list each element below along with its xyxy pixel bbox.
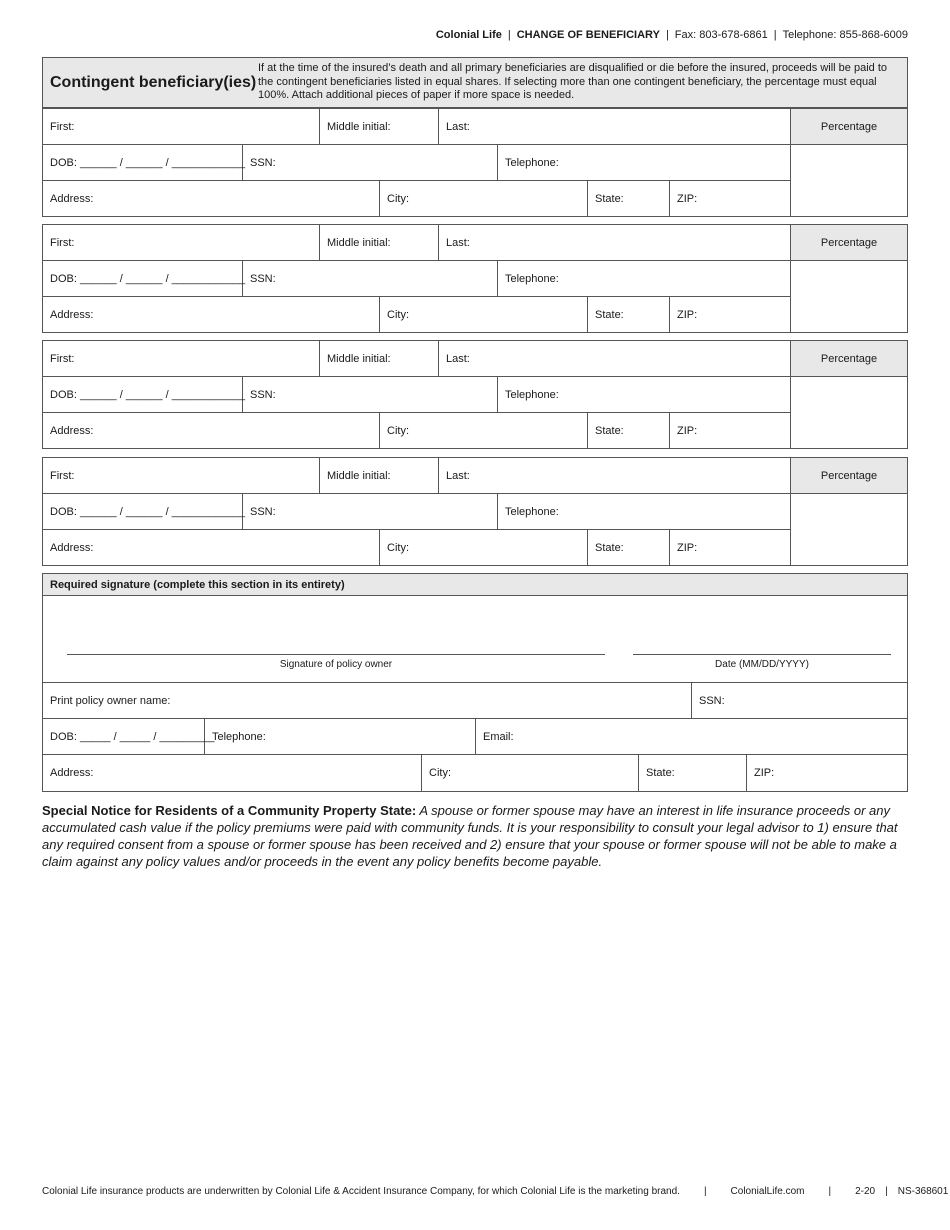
dob-field[interactable]: DOB: ______ / ______ / ____________ bbox=[43, 494, 243, 529]
percentage-label: Percentage bbox=[790, 225, 907, 261]
date-line[interactable] bbox=[633, 654, 891, 655]
last-name-field[interactable]: Last: bbox=[446, 469, 470, 482]
address-field[interactable]: Address: bbox=[43, 297, 380, 332]
dob-field[interactable]: DOB: ______ / ______ / ____________ bbox=[43, 145, 243, 180]
first-name-field[interactable]: First: bbox=[43, 109, 320, 144]
percentage-field[interactable] bbox=[790, 494, 907, 565]
first-name-field[interactable]: First: bbox=[43, 225, 320, 260]
first-name-field[interactable]: First: bbox=[43, 458, 320, 493]
ssn-field[interactable]: SSN: bbox=[243, 145, 498, 180]
owner-dob-field[interactable]: DOB: _____ / _____ / _________ bbox=[43, 719, 205, 754]
middle-initial-field[interactable]: Middle initial: bbox=[320, 109, 439, 144]
signature-section bbox=[42, 573, 908, 792]
footer-form-number: NS-368601 bbox=[897, 1186, 949, 1197]
beneficiary-block bbox=[42, 108, 908, 217]
notice-body: A spouse or former spouse may have an interest in life insurance proceeds or any accumulated cash value if the policy premiums were paid with community funds. It is your responsibility to consult your legal advisor to 1) ensure that any required consent from a spouse or former spouse has been received and 2) ensure that your spouse or former spouse will not be able to make a claim against any policy values and/or proceeds in the event any policy benefits become payable. bbox=[42, 803, 898, 869]
last-name-field[interactable]: Last: bbox=[446, 352, 470, 365]
beneficiary-block bbox=[42, 340, 908, 449]
zip-field[interactable]: ZIP: bbox=[677, 424, 698, 437]
owner-address-row bbox=[43, 755, 907, 791]
telephone-number: Telephone: 855-868-6009 bbox=[782, 29, 908, 41]
dob-field[interactable]: DOB: ______ / ______ / ____________ bbox=[43, 261, 243, 296]
owner-telephone-field[interactable]: Telephone: bbox=[205, 719, 476, 754]
city-field[interactable]: City: bbox=[380, 530, 588, 565]
last-name-field[interactable]: Last: bbox=[446, 120, 470, 133]
signature-line[interactable] bbox=[67, 654, 605, 655]
address-field[interactable]: Address: bbox=[43, 413, 380, 448]
form-name: CHANGE OF BENEFICIARY bbox=[516, 29, 660, 41]
beneficiary-block bbox=[42, 224, 908, 333]
state-field[interactable]: State: bbox=[588, 530, 670, 565]
section-intro: If at the time of the insured’s death and all primary beneficiaries are disqualified or die before the insured, proceeds will be paid to the contingent beneficiaries listed in equal shares. If selecting more than one contingent beneficiary, the percentage must equal 100%. Attach additional pieces of paper if more space is needed. bbox=[258, 62, 887, 102]
address-field[interactable]: Address: bbox=[43, 181, 380, 216]
owner-city-field[interactable]: City: bbox=[422, 755, 639, 791]
ssn-field[interactable]: SSN: bbox=[243, 494, 498, 529]
telephone-field[interactable]: Telephone: bbox=[505, 272, 559, 285]
notice-lead: Special Notice for Residents of a Community Property State: bbox=[42, 803, 417, 818]
community-property-notice bbox=[42, 802, 908, 870]
telephone-field[interactable]: Telephone: bbox=[505, 388, 559, 401]
address-field[interactable]: Address: bbox=[43, 530, 380, 565]
city-field[interactable]: City: bbox=[380, 181, 588, 216]
form-header: Colonial Life | CHANGE OF BENEFICIARY | Fax: 803-678-6861 | Telephone: 855-868-6009 bbox=[435, 29, 908, 41]
percentage-field[interactable] bbox=[790, 261, 907, 332]
footer-website[interactable]: ColonialLife.com bbox=[730, 1186, 805, 1197]
ssn-field[interactable]: SSN: bbox=[243, 261, 498, 296]
percentage-label: Percentage bbox=[790, 341, 907, 377]
section-title: Contingent beneficiary(ies) bbox=[50, 73, 257, 91]
owner-zip-field[interactable]: ZIP: bbox=[754, 767, 775, 779]
owner-ssn-field[interactable]: SSN: bbox=[699, 694, 725, 707]
zip-field[interactable]: ZIP: bbox=[677, 308, 698, 321]
percentage-field[interactable] bbox=[790, 145, 907, 216]
middle-initial-field[interactable]: Middle initial: bbox=[320, 341, 439, 376]
owner-address-field[interactable]: Address: bbox=[43, 755, 422, 791]
percentage-label: Percentage bbox=[790, 458, 907, 494]
owner-name-field[interactable]: Print policy owner name: bbox=[43, 683, 692, 718]
fax-number: Fax: 803-678-6861 bbox=[674, 29, 768, 41]
beneficiary-block bbox=[42, 457, 908, 566]
city-field[interactable]: City: bbox=[380, 413, 588, 448]
owner-email-field[interactable]: Email: bbox=[483, 730, 514, 743]
state-field[interactable]: State: bbox=[588, 413, 670, 448]
ssn-field[interactable]: SSN: bbox=[243, 377, 498, 412]
owner-contact-row bbox=[43, 719, 907, 755]
owner-name-row bbox=[43, 683, 907, 719]
footer-disclaimer: Colonial Life insurance products are underwritten by Colonial Life & Accident Insurance Company, for which Colonial Life is the marketing brand. bbox=[42, 1186, 680, 1197]
signature-area bbox=[43, 596, 907, 683]
telephone-field[interactable]: Telephone: bbox=[505, 505, 559, 518]
percentage-field[interactable] bbox=[790, 377, 907, 448]
company-name: Colonial Life bbox=[435, 29, 502, 41]
middle-initial-field[interactable]: Middle initial: bbox=[320, 458, 439, 493]
state-field[interactable]: State: bbox=[588, 181, 670, 216]
signature-caption: Signature of policy owner bbox=[279, 659, 393, 670]
last-name-field[interactable]: Last: bbox=[446, 236, 470, 249]
city-field[interactable]: City: bbox=[380, 297, 588, 332]
telephone-field[interactable]: Telephone: bbox=[505, 156, 559, 169]
dob-field[interactable]: DOB: ______ / ______ / ____________ bbox=[43, 377, 243, 412]
date-caption: Date (MM/DD/YYYY) bbox=[715, 659, 809, 670]
contingent-heading bbox=[42, 57, 908, 108]
percentage-label: Percentage bbox=[790, 109, 907, 145]
signature-heading: Required signature (complete this section in its entirety) bbox=[43, 574, 907, 596]
state-field[interactable]: State: bbox=[588, 297, 670, 332]
page-footer: Colonial Life insurance products are underwritten by Colonial Life & Accident Insurance Company, for which Colonial Life is the marketing brand. | ColonialLife.com | 2-20 | NS-368601 bbox=[42, 1186, 949, 1197]
footer-date: 2-20 bbox=[855, 1186, 876, 1197]
first-name-field[interactable]: First: bbox=[43, 341, 320, 376]
middle-initial-field[interactable]: Middle initial: bbox=[320, 225, 439, 260]
zip-field[interactable]: ZIP: bbox=[677, 192, 698, 205]
owner-state-field[interactable]: State: bbox=[639, 755, 747, 791]
zip-field[interactable]: ZIP: bbox=[677, 541, 698, 554]
